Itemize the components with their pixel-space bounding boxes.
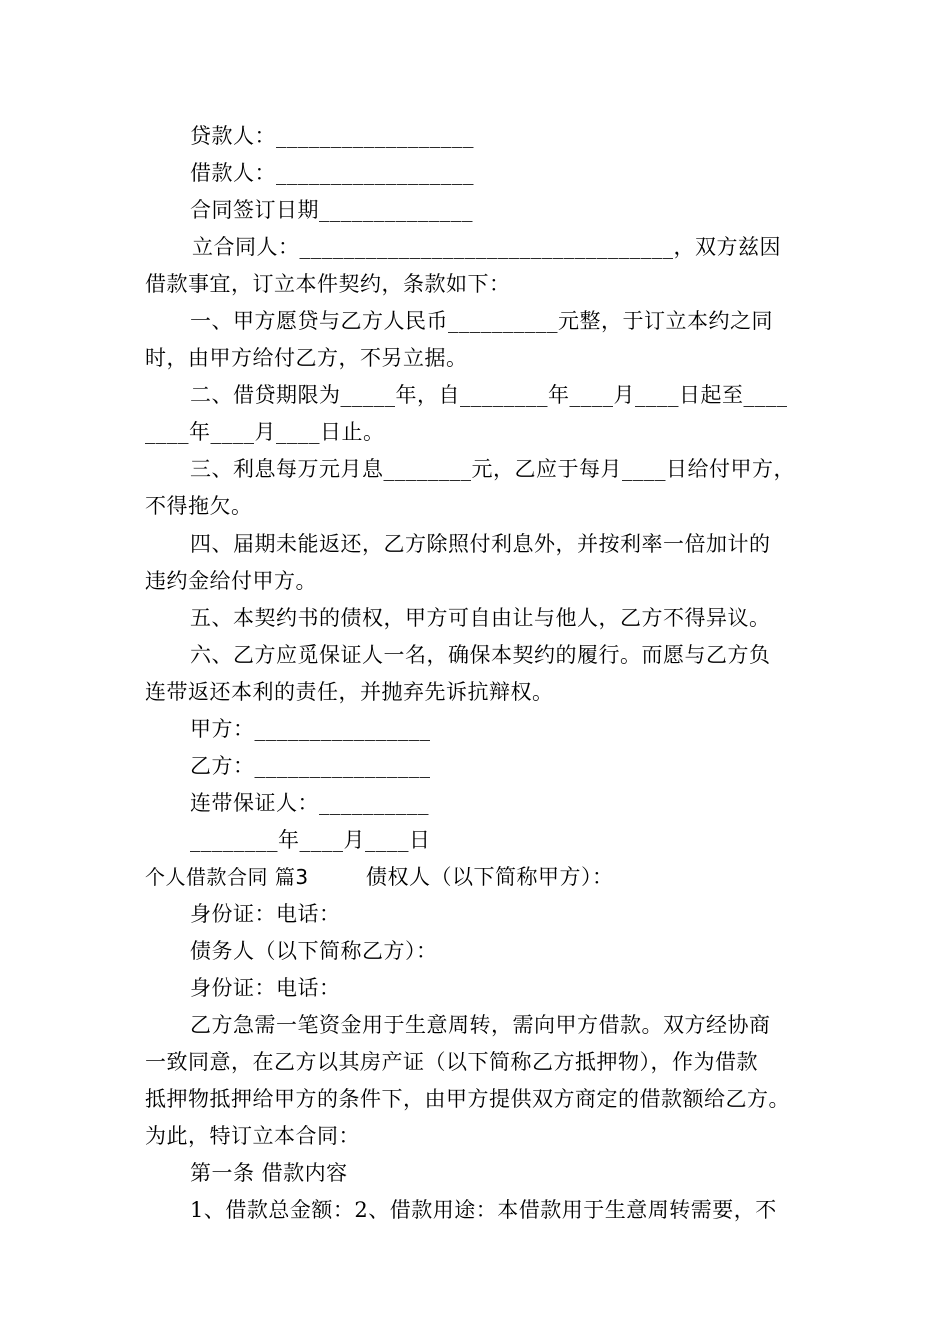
- borrower-line: 借款人：__________________: [190, 161, 474, 185]
- id-phone-line: 身份证：电话：: [190, 902, 341, 926]
- clause-2-line: 二、借贷期限为_____年，自________年____月____日起至____: [190, 383, 788, 407]
- paragraph-line: ____年____月____日止。: [145, 420, 385, 444]
- paragraph-line: 借款事宜，订立本件契约，条款如下：: [145, 272, 511, 296]
- creditor-line: 债权人（以下简称甲方）：: [366, 865, 614, 889]
- paragraph-line: 立合同人：__________________________________，双方兹因: [192, 235, 781, 259]
- paragraph-line: 为此，特订立本合同：: [145, 1124, 360, 1148]
- section-heading: 个人借款合同 篇3: [145, 865, 309, 889]
- lender-line: 贷款人：__________________: [190, 124, 474, 148]
- paragraph-line: 1、借款总金额：2、借款用途：本借款用于生意周转需要，不: [190, 1198, 777, 1222]
- clause-6-line: 六、乙方应觅保证人一名，确保本契约的履行。而愿与乙方负: [190, 643, 771, 667]
- clause-1-line: 一、甲方愿贷与乙方人民币__________元整，于订立本约之同: [190, 309, 773, 333]
- paragraph-line: 乙方急需一笔资金用于生意周转，需向甲方借款。双方经协商: [190, 1013, 771, 1037]
- paragraph-line: 一致同意，在乙方以其房产证（以下简称乙方抵押物），作为借款: [145, 1050, 758, 1074]
- clause-3-line: 三、利息每万元月息________元，乙应于每月____日给付甲方，: [190, 457, 795, 481]
- debtor-line: 债务人（以下简称乙方）：: [190, 939, 438, 963]
- article-heading: 第一条 借款内容: [190, 1161, 348, 1185]
- signing-date-line: 合同签订日期______________: [190, 198, 473, 222]
- date-signature-line: ________年____月____日: [190, 828, 431, 852]
- paragraph-line: 连带返还本利的责任，并抛弃先诉抗辩权。: [145, 680, 554, 704]
- party-a-signature-line: 甲方：________________: [190, 717, 431, 741]
- id-phone-line: 身份证：电话：: [190, 976, 341, 1000]
- party-b-signature-line: 乙方：________________: [190, 754, 431, 778]
- guarantor-signature-line: 连带保证人：__________: [190, 791, 429, 815]
- clause-5-line: 五、本契约书的债权，甲方可自由让与他人，乙方不得异议。: [190, 606, 771, 630]
- clause-4-line: 四、届期未能返还，乙方除照付利息外，并按利率一倍加计的: [190, 532, 771, 556]
- paragraph-line: 违约金给付甲方。: [145, 569, 317, 593]
- paragraph-line: 时，由甲方给付乙方，不另立据。: [145, 346, 468, 370]
- paragraph-line: 不得拖欠。: [145, 494, 253, 518]
- paragraph-line: 抵押物抵押给甲方的条件下，由甲方提供双方商定的借款额给乙方。: [145, 1087, 790, 1111]
